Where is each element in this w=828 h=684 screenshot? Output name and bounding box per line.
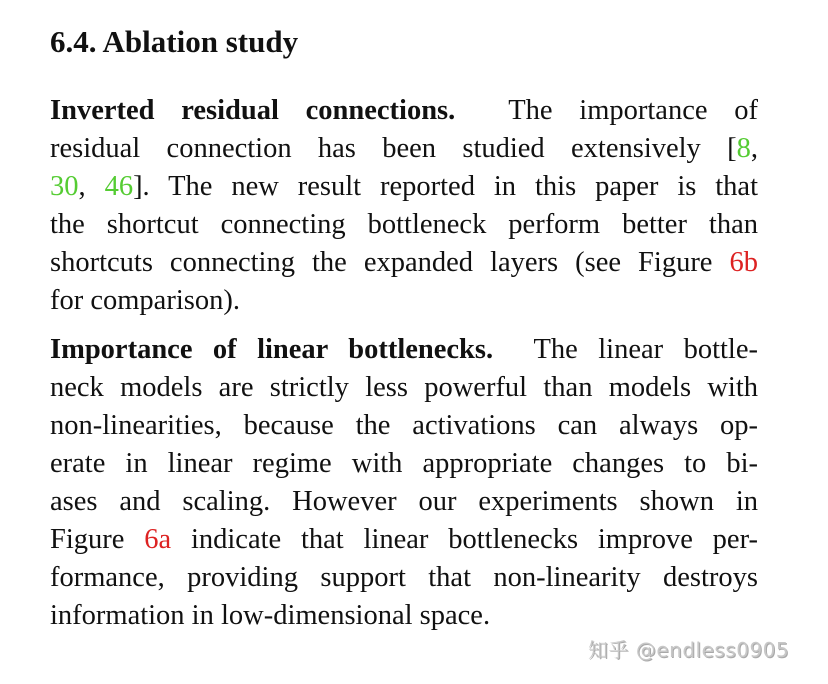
line-text: for comparison). xyxy=(50,285,240,316)
text-line xyxy=(50,483,758,521)
zhihu-watermark: 知乎 @endless0905 xyxy=(588,638,790,662)
text-line xyxy=(50,597,758,635)
figure-link-6b[interactable]: 6b xyxy=(729,247,758,278)
line-text: non-linearities, because the activations can always op- xyxy=(50,410,758,441)
line-text: shortcuts connecting the expanded layers (see Figure xyxy=(50,247,730,278)
line-text: , xyxy=(78,171,105,202)
line-text: Figure xyxy=(50,524,145,555)
line-text: The linear bottle- xyxy=(533,334,758,365)
text-line xyxy=(50,168,758,206)
text-line xyxy=(50,559,758,597)
line-text: the shortcut connecting bottleneck perform better than xyxy=(50,209,758,240)
text-line xyxy=(50,407,758,445)
citation-link-30[interactable]: 30 xyxy=(50,171,79,202)
line-text: formance, providing support that non-linearity destroys xyxy=(50,562,758,593)
line-text: information in low-dimensional space. xyxy=(50,600,491,631)
text-line xyxy=(50,445,758,483)
section-heading xyxy=(50,22,298,62)
text-line xyxy=(50,244,758,282)
text-line xyxy=(50,92,758,130)
citation-link-8[interactable]: 8 xyxy=(736,133,751,164)
section-number: 6.4. xyxy=(50,24,97,59)
line-text: neck models are strictly less powerful than models with xyxy=(50,372,758,403)
text-line xyxy=(50,331,758,369)
line-text: ases and scaling. However our experiments shown in xyxy=(50,486,758,517)
figure-link-6a[interactable]: 6a xyxy=(144,524,172,555)
text-line xyxy=(50,206,758,244)
line-text: ]. The new result reported in this paper is that xyxy=(133,171,758,202)
line-text: indicate that linear bottlenecks improve per- xyxy=(171,524,758,555)
text-line xyxy=(50,130,758,168)
line-text: The importance of xyxy=(508,95,758,126)
text-line xyxy=(50,369,758,407)
line-text: residual connection has been studied extensively [ xyxy=(50,133,737,164)
line-text: , xyxy=(750,133,758,164)
text-line xyxy=(50,521,758,559)
citation-link-46[interactable]: 46 xyxy=(104,171,134,202)
section-title: Ablation study xyxy=(102,24,299,59)
text-line xyxy=(50,282,758,320)
paragraph-heading: Importance of linear bottlenecks. xyxy=(50,334,494,365)
line-text: erate in linear regime with appropriate changes to bi- xyxy=(50,448,758,479)
paragraph-heading: Inverted residual connections. xyxy=(50,95,456,126)
